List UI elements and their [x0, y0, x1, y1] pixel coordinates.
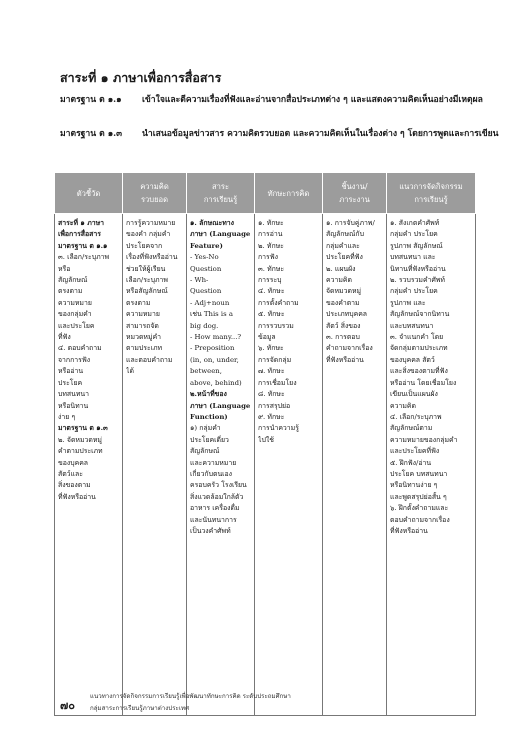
cell-line: Feature) [190, 241, 223, 250]
cell-line: ๒. รวบรวมคำศัพท์ [390, 276, 445, 285]
cell-line: หรือสัญลักษณ์ [126, 287, 168, 296]
cell-line: สัตว์และ [58, 469, 83, 478]
cell-line: ๒. ทักษะ [258, 241, 284, 250]
footer-book-title: แนวทางการจัดกิจกรรมการเรียนรู้เพื่อพัฒนาทักษะการคิด ระดับประถมศึกษา [90, 693, 291, 700]
cell-line: ๖. ทักษะ [258, 344, 284, 353]
cell-line: ของคำตาม [326, 298, 360, 307]
cell-line: เกี่ยวกับตนเอง [190, 469, 233, 478]
cell-line: การตั้งคำถาม [258, 298, 299, 307]
cell-line: ๕. ฝึกฟัง/อ่าน [390, 458, 432, 467]
cell-line: ความหมาย [58, 298, 92, 307]
cell-line: สัญลักษณ์กับ [326, 230, 364, 239]
cell-line: และความหมาย [190, 458, 237, 467]
cell-line: คำตามประเภท [58, 447, 103, 456]
header-indicator: ตัวชี้วัด [55, 173, 123, 214]
cell-line: สาระที่ ๑ ภาษา [58, 219, 105, 227]
cell-line: ความคิด [390, 401, 416, 410]
cell-line: above, behind) [190, 378, 242, 387]
cell-line: ช่วยให้ผู้เรียน [126, 264, 166, 273]
cell-line: และสิ่งของตามที่ฟัง [390, 367, 448, 376]
cell-line: ประโยคจาก [126, 241, 163, 250]
cell-line: เป็นวงคำศัพท์ [190, 526, 231, 535]
cell-line: สัญลักษณ์ [58, 276, 88, 285]
cell-line: ความหมายของกลุ่มคำ [390, 435, 458, 444]
cell-line: ๔. ทักษะ [258, 287, 285, 296]
table-row [55, 214, 476, 716]
cell-line: ๘. ทักษะ [258, 390, 285, 399]
standard-2-text: นำเสนอข้อมูลข่าวสาร ความคิดรวบยอด และความคิดเห็นในเรื่องต่าง ๆ โดยการพูดและการเขียน [142, 129, 499, 139]
cell-line: - Wh- [190, 276, 209, 285]
cell-line: หรือ [58, 264, 71, 273]
cell-line: บทสนทนา [58, 390, 89, 399]
cell-line: ๑. ลักษณะทาง [190, 219, 234, 227]
cell-line: ได้ [126, 367, 134, 376]
cell-line: - Adj+noun [190, 298, 230, 307]
cell-tasks [323, 214, 387, 716]
cell-line: หรืออ่าน โดยเชื่อมโยง [390, 378, 457, 387]
standard-1-code: มาตรฐาน ต ๑.๑ [60, 95, 122, 105]
cell-line: - How many...? [190, 333, 242, 342]
page-number: ๗๐ [60, 699, 75, 712]
cell-line: และตอบคำถาม [126, 355, 173, 364]
cell-line: ประโยคเดี่ยว [190, 435, 229, 444]
cell-line: การรวบรวม [258, 321, 294, 330]
standard-1-text: เข้าใจและตีความเรื่องที่ฟังและอ่านจากสื่อประเภทต่าง ๆ และแสดงความคิดเห็นอย่างมีเหตุผล [142, 95, 483, 105]
cell-line: ๑. สังเกตคำศัพท์ [390, 219, 440, 227]
cell-line: ของบุคคล สัตว์ [390, 355, 435, 364]
cell-line: ประโยคที่ฟัง [326, 253, 363, 262]
header-activities: แนวการจัดกิจกรรม การเรียนรู้ [387, 173, 476, 214]
cell-line: หมวดหมู่คำ [126, 333, 161, 342]
cell-line: ประเภทบุคคล [326, 310, 368, 319]
cell-line: ที่ฟัง [58, 333, 71, 342]
cell-line: ที่ฟังหรืออ่าน [58, 492, 96, 501]
cell-line: Question [190, 264, 222, 273]
cell-line: ที่ฟังหรืออ่าน [326, 355, 364, 364]
cell-line: ง่าย ๆ [58, 412, 76, 421]
cell-line: จัดกลุ่มตามประเภท [390, 344, 448, 353]
cell-line: เรื่องที่ฟังหรืออ่าน [126, 253, 178, 262]
cell-line: และบทสนทนา [390, 321, 434, 330]
cell-line: ๑. การจับคู่ภาพ/ [326, 219, 375, 227]
cell-line: ครอบครัว โรงเรียน [190, 481, 247, 490]
cell-line: ๑) กลุ่มคำ [190, 424, 221, 433]
cell-line: และประโยค [58, 321, 95, 330]
cell-line: between, [190, 367, 222, 376]
cell-line: กลุ่มคำ ประโยค [390, 230, 438, 239]
cell-line: Function) [190, 412, 228, 421]
cell-line: ๓. การตอบ [326, 333, 360, 342]
cell-line: และพูดสรุปย่อสั้น ๆ [390, 492, 447, 501]
cell-line: (in, on, under, [190, 355, 239, 364]
cell-concept [123, 214, 187, 716]
cell-line: ของคำ กลุ่มคำ [126, 230, 171, 239]
cell-line: ตอบคำถามจากเรื่อง [390, 515, 450, 524]
cell-line: สิ่งของตาม [58, 481, 91, 490]
table-header-row [55, 173, 476, 214]
cell-line: ๒. แผนผัง [326, 264, 356, 273]
cell-line: - Yes-No [190, 253, 219, 262]
cell-line: ภาษา (Language [190, 401, 251, 410]
cell-line: big dog. [190, 321, 219, 330]
cell-line: เลือก/ระบุภาพ [126, 276, 168, 285]
cell-line: ๓. เลือก/ระบุภาพ [58, 253, 110, 262]
footer-subject-group: กลุ่มสาระการเรียนรู้ภาษาต่างประเทศ [90, 705, 189, 712]
cell-line: - Preposition [190, 344, 235, 353]
cell-line: บทสนทนา และ [390, 253, 436, 262]
cell-line: ตามประเภท [126, 344, 163, 353]
header-content: สาระ การเรียนรู้ [187, 173, 255, 214]
cell-line: สัญลักษณ์ตาม [390, 424, 433, 433]
header-concept: ความคิด รวบยอด [123, 173, 187, 214]
cell-line: การจัดกลุ่ม [258, 355, 292, 364]
cell-line: สัตว์ สิ่งของ [326, 321, 361, 330]
cell-line: ตรงตาม [58, 287, 83, 296]
cell-line: การอ่าน [258, 230, 283, 239]
cell-line: ๑. ทักษะ [258, 219, 284, 227]
cell-line: สัญลักษณ์ [190, 447, 220, 456]
cell-line: การสรุปย่อ [258, 401, 291, 410]
cell-line: จัดหมวดหมู่ [326, 287, 362, 296]
standard-2-code: มาตรฐาน ต ๑.๓ [60, 129, 123, 139]
cell-line: ของบุคคล [58, 458, 89, 467]
cell-line: ความคิด [326, 276, 352, 285]
cell-thinking-skills [255, 214, 323, 716]
cell-line: เพื่อการสื่อสาร [58, 230, 101, 239]
cell-line: และประโยคที่ฟัง [390, 447, 440, 456]
cell-line: สิ่งแวดล้อมใกล้ตัว [190, 492, 244, 501]
cell-line: ประโยค บทสนทนา [390, 469, 448, 478]
cell-line: ๓. ทักษะ [258, 264, 285, 273]
cell-activities [387, 214, 476, 716]
cell-line: คำถามจากเรื่อง [326, 344, 373, 353]
cell-line: หรือนิทานง่าย ๆ [390, 481, 438, 490]
cell-line: ความหมาย [126, 310, 160, 319]
cell-line: และนันทนาการ [190, 515, 237, 524]
cell-line: อาหาร เครื่องดื่ม [190, 504, 240, 513]
cell-line: ของกลุ่มคำ [58, 310, 92, 319]
cell-line: ๔. เลือก/ระบุภาพ [390, 412, 442, 421]
cell-line: รูปภาพ สัญลักษณ์ [390, 241, 443, 250]
cell-line: รูปภาพ และ [390, 298, 426, 307]
cell-line: เช่น This is a [190, 310, 233, 319]
cell-line: เขียนเป็นแผนผัง [390, 390, 438, 399]
cell-line: การฟัง [258, 253, 278, 262]
page-footer [54, 686, 474, 726]
cell-line: ประโยค [58, 378, 83, 387]
cell-line: ๕. ทักษะ [258, 310, 285, 319]
cell-line: นิทานที่ฟังหรืออ่าน [390, 264, 446, 273]
header-thinking-skills: ทักษะการคิด [255, 173, 323, 214]
cell-content [187, 214, 255, 716]
cell-line: ไปใช้ [258, 435, 274, 444]
header-tasks: ชิ้นงาน/ ภาระงาน [323, 173, 387, 214]
cell-line: การนำความรู้ [258, 424, 299, 433]
learning-table [54, 172, 476, 716]
cell-line: ตรงตาม [126, 298, 151, 307]
page-heading: สาระที่ ๑ ภาษาเพื่อการสื่อสาร [60, 70, 222, 85]
cell-line: มาตรฐาน ต ๑.๓ [58, 424, 108, 433]
cell-line: ๔. ตอบคำถาม [58, 344, 102, 353]
cell-line: ที่ฟังหรืออ่าน [390, 526, 428, 535]
cell-line: การเชื่อมโยง [258, 378, 297, 387]
cell-line: ๒. จัดหมวดหมู่ [58, 435, 102, 444]
cell-line: ๓. จำแนกคำ โดย [390, 333, 444, 342]
cell-line: สัญลักษณ์จากนิทาน [390, 310, 450, 319]
cell-line: สามารถจัด [126, 321, 159, 330]
cell-indicators [55, 214, 123, 716]
cell-line: มาตรฐาน ต ๑.๑ [58, 241, 108, 250]
cell-line: การรู้ความหมาย [126, 219, 176, 227]
cell-line: ๗. ทักษะ [258, 367, 285, 376]
cell-line: ภาษา (Language [190, 230, 251, 239]
cell-line: ข้อมูล [258, 333, 276, 342]
cell-line: ๖. ฝึกตั้งคำถามและ [390, 504, 449, 513]
cell-line: กลุ่มคำ ประโยค [390, 287, 438, 296]
cell-line: ๒.หน้าที่ของ [190, 390, 227, 399]
cell-line: ๙. ทักษะ [258, 412, 285, 421]
cell-line: การระบุ [258, 276, 282, 285]
cell-line: จากการฟัง [58, 355, 91, 364]
cell-line: กลุ่มคำและ [326, 241, 360, 250]
cell-line: Question [190, 287, 222, 296]
cell-line: หรือนิทาน [58, 401, 89, 410]
cell-line: หรืออ่าน [58, 367, 84, 376]
